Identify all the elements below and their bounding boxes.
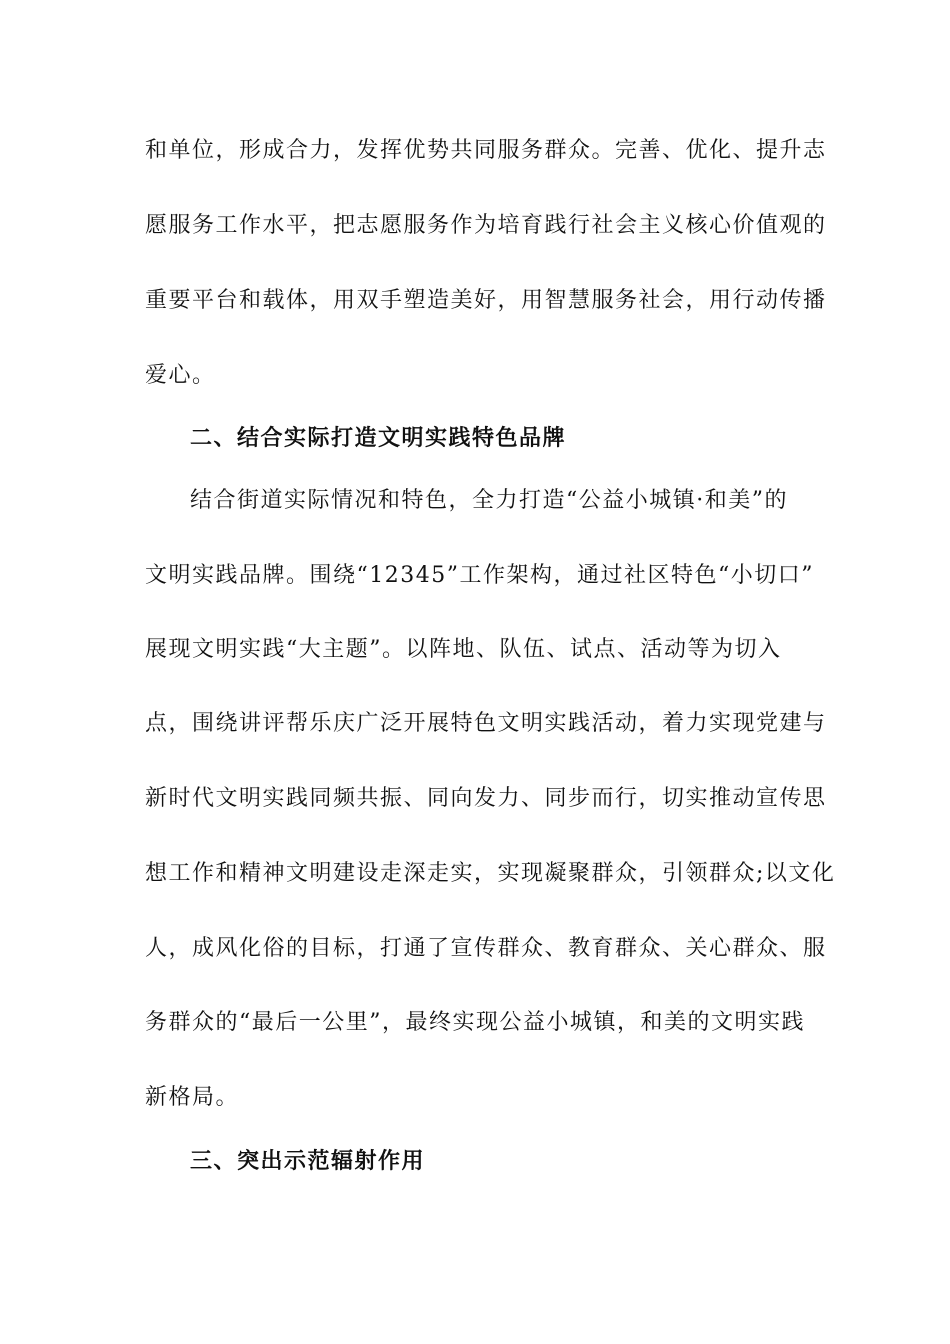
section-heading-2: 二、结合实际打造文明实践特色品牌 [190,425,567,451]
paragraph-line: 爱心。 [145,363,216,388]
section-heading-3: 三、突出示范辐射作用 [190,1148,426,1174]
paragraph-line: 人，成风化俗的目标，打通了宣传群众、教育群众、关心群众、服 [145,936,827,961]
paragraph-line: 展现文明实践“大主题”。以阵地、队伍、试点、活动等为切入 [145,637,782,662]
paragraph-line: 新格局。 [145,1085,240,1110]
paragraph-line: 和单位，形成合力，发挥优势共同服务群众。完善、优化、提升志 [145,138,827,163]
paragraph-line: 愿服务工作水平，把志愿服务作为培育践行社会主义核心价值观的 [145,213,827,238]
paragraph-line: 新时代文明实践同频共振、同向发力、同步而行，切实推动宣传思 [145,786,827,811]
paragraph-line: 文明实践品牌。围绕“12345”工作架构，通过社区特色“小切口” [145,563,814,588]
paragraph-line: 务群众的“最后一公里”，最终实现公益小城镇，和美的文明实践 [145,1010,805,1035]
paragraph-line: 结合街道实际情况和特色，全力打造“公益小城镇·和美”的 [190,488,788,513]
paragraph-line: 重要平台和载体，用双手塑造美好，用智慧服务社会，用行动传播 [145,288,827,313]
paragraph-line: 想工作和精神文明建设走深走实，实现凝聚群众，引领群众;以文化 [145,861,836,886]
paragraph-line: 点，围绕讲评帮乐庆广泛开展特色文明实践活动，着力实现党建与 [145,711,827,736]
